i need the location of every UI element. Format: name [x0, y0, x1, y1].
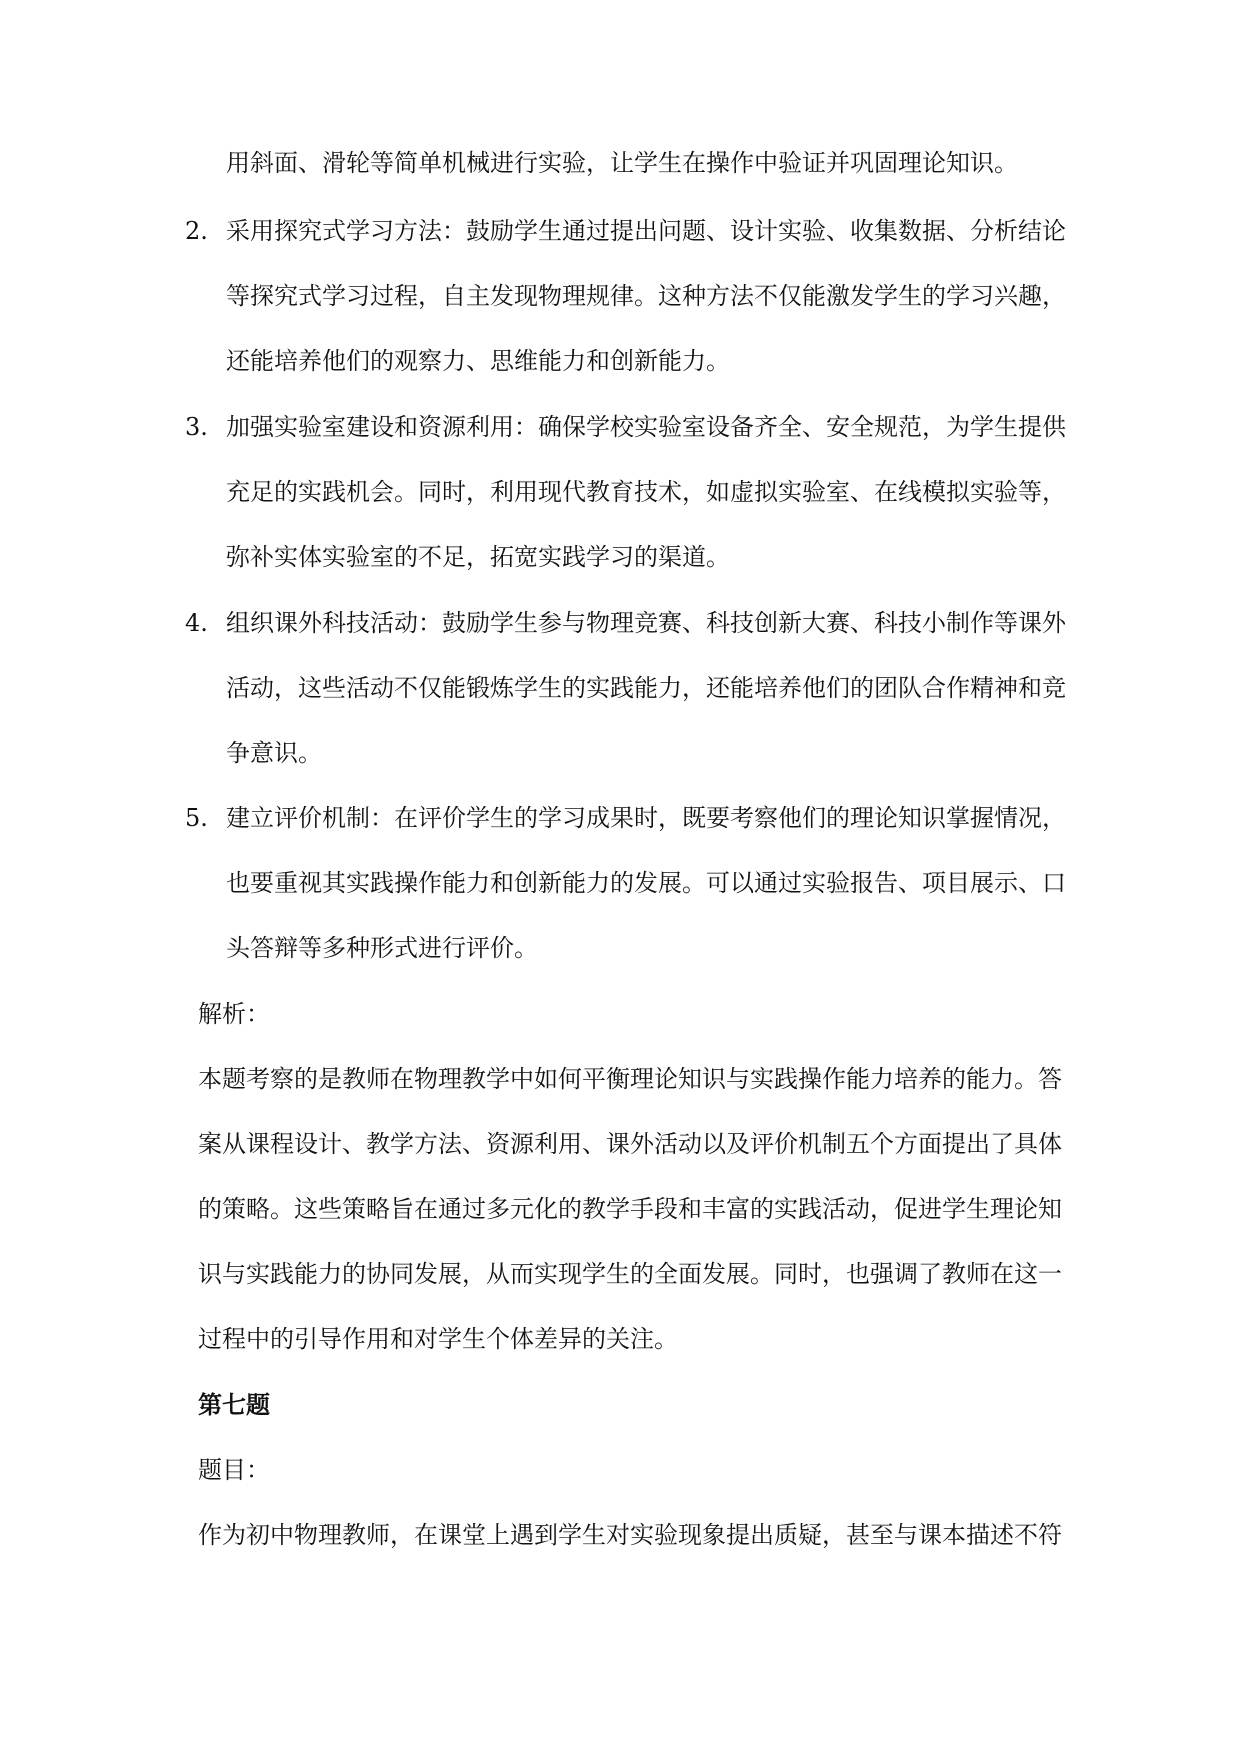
list-item-number: 4. — [185, 609, 208, 637]
list-item-line: 等探究式学习过程，自主发现物理规律。这种方法不仅能激发学生的学习兴趣， — [226, 282, 1066, 310]
list-item-number: 3. — [185, 413, 208, 441]
analysis-line: 过程中的引导作用和对学生个体差异的关注。 — [198, 1325, 678, 1353]
list-item-line: 充足的实践机会。同时，利用现代教育技术，如虚拟实验室、在线模拟实验等， — [226, 478, 1066, 506]
list-item-line: 活动，这些活动不仅能锻炼学生的实践能力，还能培养他们的团队合作精神和竞 — [226, 674, 1066, 702]
analysis-line: 的策略。这些策略旨在通过多元化的教学手段和丰富的实践活动，促进学生理论知 — [198, 1195, 1062, 1223]
analysis-line: 识与实践能力的协同发展，从而实现学生的全面发展。同时，也强调了教师在这一 — [198, 1260, 1062, 1288]
list-item-line: 还能培养他们的观察力、思维能力和创新能力。 — [226, 347, 730, 375]
list-item-number: 2. — [185, 217, 208, 245]
analysis-line: 案从课程设计、教学方法、资源利用、课外活动以及评价机制五个方面提出了具体 — [198, 1130, 1062, 1158]
question-text-line: 作为初中物理教师，在课堂上遇到学生对实验现象提出质疑，甚至与课本描述不符 — [198, 1521, 1062, 1549]
list-item-line: 也要重视其实践操作能力和创新能力的发展。可以通过实验报告、项目展示、口 — [226, 869, 1066, 897]
list-item-line: 争意识。 — [226, 739, 322, 767]
list-item-line: 弥补实体实验室的不足，拓宽实践学习的渠道。 — [226, 543, 730, 571]
question-label: 题目： — [198, 1456, 270, 1484]
list-item-number: 5. — [185, 804, 208, 832]
question-heading: 第七题 — [198, 1390, 270, 1419]
analysis-line: 本题考察的是教师在物理教学中如何平衡理论知识与实践操作能力培养的能力。答 — [198, 1065, 1062, 1093]
list-item-line: 加强实验室建设和资源利用：确保学校实验室设备齐全、安全规范，为学生提供 — [226, 413, 1066, 441]
analysis-label: 解析： — [198, 1000, 270, 1028]
list-continuation-line: 用斜面、滑轮等简单机械进行实验，让学生在操作中验证并巩固理论知识。 — [226, 149, 1018, 177]
list-item-line: 头答辩等多种形式进行评价。 — [226, 934, 538, 962]
list-item-line: 组织课外科技活动：鼓励学生参与物理竞赛、科技创新大赛、科技小制作等课外 — [226, 609, 1066, 637]
list-item-line: 建立评价机制：在评价学生的学习成果时，既要考察他们的理论知识掌握情况， — [226, 804, 1066, 832]
list-item-line: 采用探究式学习方法：鼓励学生通过提出问题、设计实验、收集数据、分析结论 — [226, 217, 1066, 245]
